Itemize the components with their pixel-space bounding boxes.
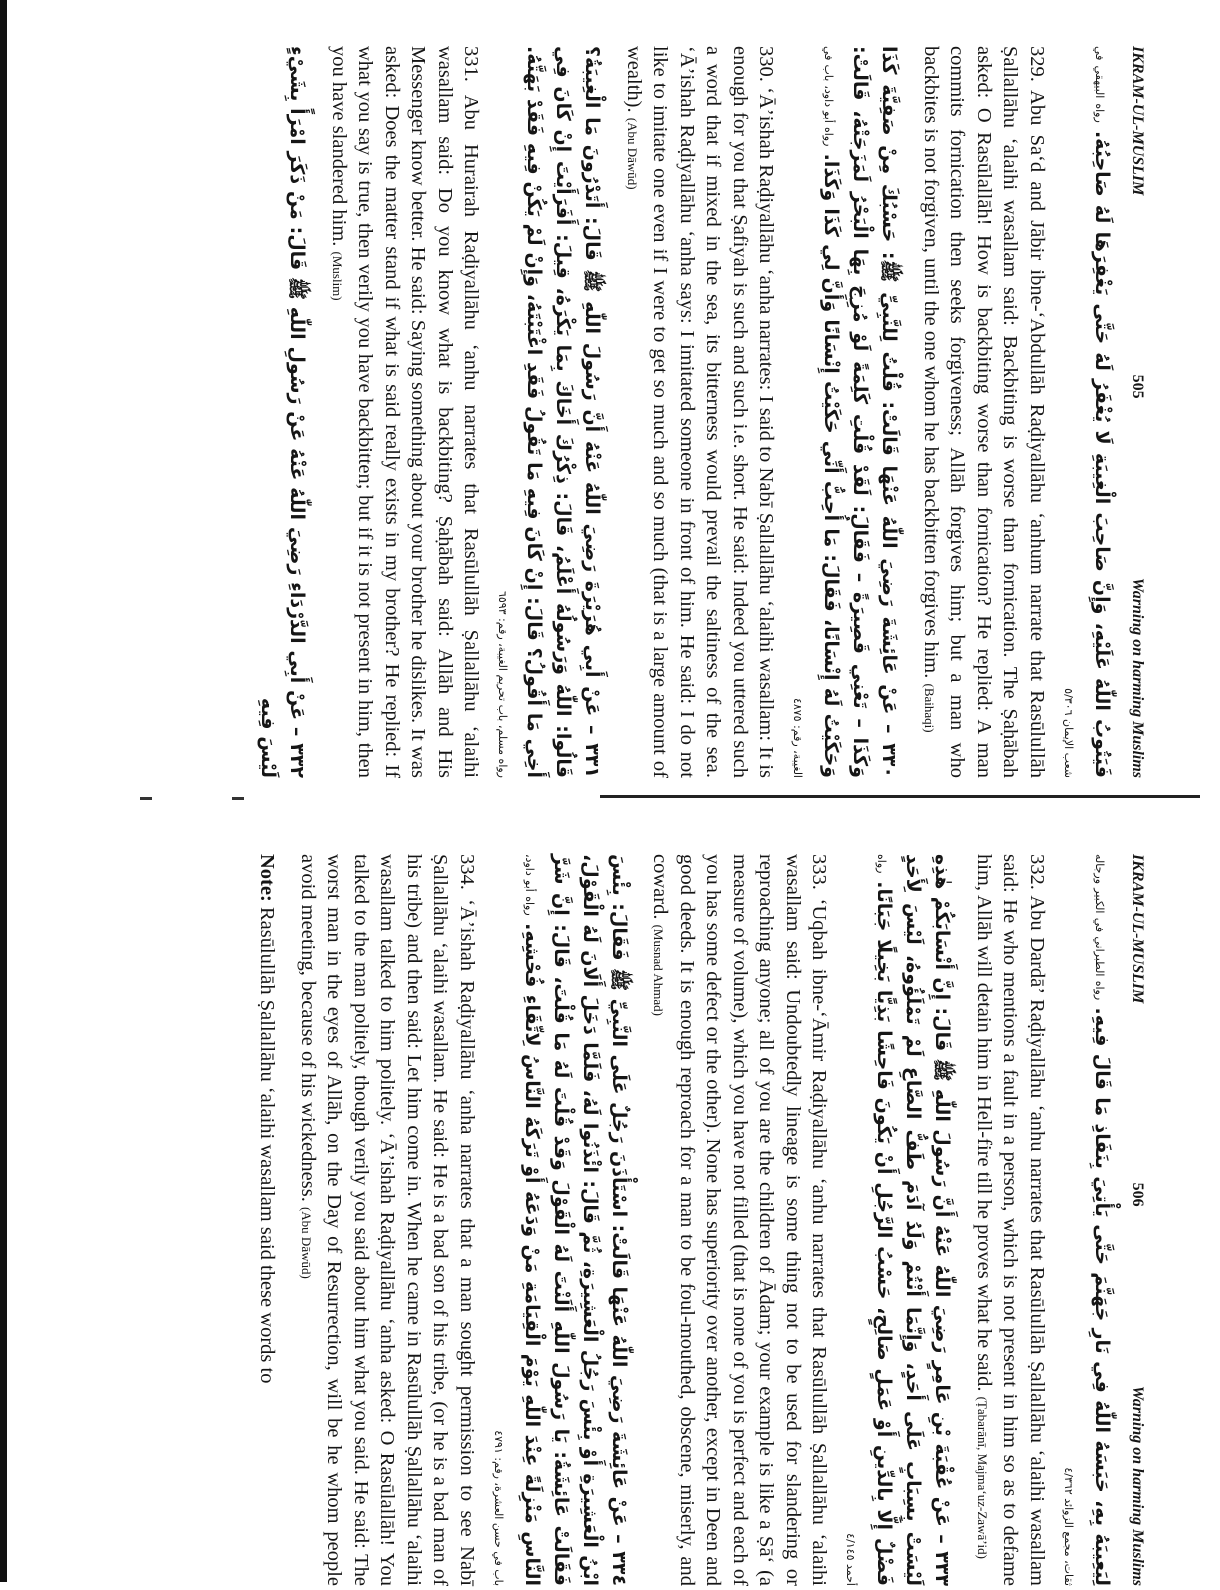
arabic-reference: رواه أبو داود، باب في حسن العشرة، رقم: ٤٧٩١ [492, 854, 536, 1586]
page-fold-line [600, 795, 1200, 798]
chapter-title: Warning on harming Muslims [1129, 1385, 1146, 1586]
hadith-source: (Baihaqi) [922, 683, 937, 733]
arabic-reference: رواه أحمد ٤/١٤٥ [844, 854, 889, 1586]
note-paragraph: Note: Rasūlullāh Ṣallallāhu ‘alaihi wasallam said these words to [256, 854, 279, 1384]
running-header [1128, 854, 1146, 1586]
arabic-text: لِيَعِيبَهُ بِهِ، حَبَسَهُ اللّٰهُ فِي نَارِ جَهَنَّمَ حَتَّى يَأْتِيَ بِنَفَاذِ مَا قَالَ فِيهِ. رواه الطبراني في الكبير ورجاله ثقات، مجمع الزوائد ٤/٣٦٢ [1062, 854, 1113, 1586]
hadith-source: (Muslim) [330, 251, 345, 301]
arabic-text: ٣٣١ – عَنْ أَبِي هُرَيْرَةَ رَضِيَ اللّٰهُ عَنْهُ أَنَّ رَسُولَ اللّٰهِ ﷺ قَالَ: أَتَدْرُونَ مَا الْغِيبَةُ؟ قَالُوا: اللّٰهُ وَرَسُولُهُ أَعْلَمُ، قَالَ: ذِكْرُكَ أَخَاكَ بِمَا يَكْرَهُ، قِيلَ: أَفَرَأَيْتَ إِنْ كَانَ فِي أَخِي مَا أَقُولُ؟ قَالَ: إِنْ كَانَ فِيهِ مَا تَقُولُ فَقَدِ اغْتَبْتَهُ، وَإِنْ لَمْ يَكُنْ فِيهِ فَقَدْ بَهَتَّهُ. رواه مسلم، باب تحريم الغيبة، رقم: ٦٥٩٣ [496, 46, 604, 778]
hadith-334: 334. ‘Ā’ishah Raḍiyallāhu ‘anha narrates that a man sought permission to see Nabī Ṣallallāhu ‘alaihi wasallam. He said: He is a bad son of his tribe, (or he is a bad man of his tribe) and then said: Let him come in. When he came in Rasūlullāh Ṣallallāhu ‘alaihi wasallam talked to him politely. ‘Ā’ishah Raḍiyallāhu ‘anha asked: O Rasūlallāh! You talked to the man politely, though verily you said about him what you said. He said: The worst man in the eyes of Allāh, on the Day of Resurrection, will be he whom people avoid meeting, because of his wickedness. (Abu Dāwūd) [297, 854, 478, 1586]
book-title: IKRAM-UL-MUSLIM [1129, 854, 1146, 1004]
chapter-title: Warning on harming Muslims [1129, 577, 1146, 778]
arabic-text: ٣٣٢ – عَنْ أَبِي الدَّرْدَاءِ رَضِيَ اللّٰهُ عَنْهُ عَنْ رَسُولِ اللّٰهِ ﷺ قَالَ: مَنْ ذَكَرَ امْرَأً بِشَيْءٍ لَيْسَ فِيهِ [257, 46, 309, 778]
hadith-source: (Ṭabarānī, Majma‘uz-Zawā’id) [975, 1396, 990, 1559]
hadith-333: 333. ‘Uqbah ibne-‘Āmir Raḍiyallāhu ‘anhu narrates that Rasūlullāh Ṣallallāhu ‘alaihi wasallam said: Undoubtedly lineage is some thing not to be used for slandering or reproaching anyone; all of you are the children of Ādam; your example is like a Ṣā‘ (a measure of volume), which you have not filled (that is none of you is perfect and each of you has some defect or the other). None has superiority over another, except in Deen and good deeds. It is enough reproach for a man to be foul-mouthed, obscene, miserly, and coward. (Musnad Ahmad) [649, 854, 831, 1586]
hadith-332: 332. Abu Dardā’ Raḍiyallāhu ‘anhu narrates that Rasūlullāh Ṣallallāhu ‘alaihi wasallam said: He who mentions a fault in a person, which is not present in him so as to defame him, Allāh will detain him in Hell-fire till he proves what he said. (Ṭabarānī, Majma‘uz-Zawā’id) [973, 854, 1048, 1586]
page-number: 505 [1129, 374, 1146, 399]
hadith-source: (Abu Dāwūd) [299, 1206, 314, 1279]
scan-mark [140, 797, 152, 800]
arabic-text: ٣٣٤ – عَنْ عَائِشَةَ رَضِيَ اللّٰهُ عَنْهَا قَالَتْ: اسْتَأْذَنَ رَجُلٌ عَلَى النَّبِيِّ ﷺ فَقَالَ: بِئْسَ ابْنُ الْعَشِيرَةِ أَوْ بِئْسَ رَجُلُ الْعَشِيرَةِ، ثُمَّ قَالَ: ائْذَنُوا لَهُ، فَلَمَّا دَخَلَ أَلَانَ لَهُ الْقَوْلَ، فَقَالَتْ عَائِشَةُ: يَا رَسُولَ اللّٰهِ أَلَنْتَ لَهُ الْقَوْلَ وَقَدْ قُلْتَ لَهُ مَا قُلْتَ، قَالَ: إِنَّ شَرَّ النَّاسِ مَنْزِلَةً عِنْدَ اللّٰهِ يَوْمَ الْقِيَامَةِ مَنْ وَدَعَهُ أَوْ تَرَكَهُ النَّاسُ لِاتِّقَاءِ فُحْشِهِ. رواه أبو داود، باب في حسن العشرة، رقم: ٤٧٩١ [492, 854, 630, 1586]
arabic-reference: رواه أبو داود، باب في الغيبة، رقم: ٤٨٧٥ [791, 46, 836, 778]
page-505 [82, 42, 1152, 782]
note-label: Note: [256, 854, 279, 902]
arabic-text: فَيَتُوبُ اللّٰهُ عَلَيْهِ، وَإِنَّ صَاحِبَ الْغِيبَةِ لَا يُغْفَرُ لَهُ حَتَّى يَغْفِرَهَا لَهُ صَاحِبُهُ. رواه البيهقي في شعب الإيمان ٥/٣٠٦ [1062, 46, 1113, 778]
arabic-reference: رواه مسلم، باب تحريم الغيبة، رقم: ٦٥٩٣ [496, 590, 510, 778]
scan-left-edge [0, 0, 7, 1582]
arabic-text: ٣٣٣ – عَنْ عُقْبَةَ بْنِ عَامِرٍ رَضِيَ اللّٰهُ عَنْهُ أَنَّ رَسُولَ اللّٰهِ ﷺ قَالَ: إِنَّ أَنْسَابَكُمْ هٰذِهِ لَيْسَتْ بِسِبَابٍ عَلَى أَحَدٍ، وَإِنَّمَا أَنْتُمْ وَلَدُ آدَمَ طَفُّ الصَّاعِ لَمْ تَمْلَؤُوهُ، لَيْسَ لِأَحَدٍ فَضْلٌ إِلَّا بِالدِّينِ أَوْ عَمَلٍ صَالِحٍ، حَسْبُ الرَّجُلِ أَنْ يَكُونَ فَاحِشًا بَذِيًّا بَخِيلًا جَبَانًا. رواه أحمد ٤/١٤٥ [844, 854, 954, 1586]
hadith-331: 331. Abu Hurairah Raḍiyallāhu ‘anhu narrates that Rasūlullāh Ṣallallāhu ‘alaihi wasallam said: Do you know what is backbiting? Ṣaḥābah said: Allāh and His Messenger know better. He said: Saying something about your brother he dislikes. It was asked: Does the matter stand if what is said really exists in my brother? He replied: If what you say is true, then verily you have backbitten; but if it is not present in him, then you have slandered him. (Muslim) [328, 46, 483, 778]
book-title: IKRAM-UL-MUSLIM [1129, 46, 1146, 196]
hadith-source: (Abu Dāwūd) [625, 117, 640, 190]
running-header [1128, 46, 1146, 778]
page-number: 506 [1129, 1182, 1146, 1207]
arabic-reference: رواه البيهقي في شعب الإيمان ٥/٣٠٦ [1062, 46, 1106, 778]
hadith-330: 330. ‘Ā’ishah Raḍiyallāhu ‘anha narrates: I said to Nabī Ṣallallāhu ‘alaihi wasallam: It is enough for you that Ṣafiyah is such and such i.e. short. He said: Indeed you uttered such a word that if mixed in the sea, its bitterness would prevail the saltiness of the sea. ‘Ā’ishah Raḍiyallāhu ‘anha says: I imitated someone in front of him. He said: I do not like to imitate one even if I were to get so much and so much (that is a large amount of wealth). (Abu Dāwūd) [623, 46, 778, 778]
arabic-text: ٣٣٠ – عَنْ عَائِشَةَ رَضِيَ اللّٰهُ عَنْهَا قَالَتْ: قُلْتُ لِلنَّبِيِّ ﷺ: حَسْبُكَ مِنْ صَفِيَّةَ كَذَا وَكَذَا – تَعْنِي قَصِيرَةً – فَقَالَ: لَقَدْ قُلْتِ كَلِمَةً لَوْ مُزِجَ بِهَا الْبَحْرُ لَمَزَجَتْهُ، قَالَتْ: وَحَكَيْتُ لَهُ إِنْسَانًا، فَقَالَ: مَا أُحِبُّ أَنِّي حَكَيْتُ إِنْسَانًا وَأَنَّ لِي كَذَا وَكَذَا. رواه أبو داود، باب في الغيبة، رقم: ٤٨٧٥ [791, 46, 901, 778]
arabic-reference: رواه الطبراني في الكبير ورجاله ثقات، مجمع الزوائد ٤/٣٦٢ [1062, 854, 1106, 1586]
scan-mark [232, 797, 244, 800]
hadith-329: 329. Abu Sa‘d and Jābir ibne-‘Abdullāh Raḍiyallāhu ‘anhum narrate that Rasūlullāh Ṣallallāhu ‘alaihi wasallam said: Backbiting is worse than fornication. The Ṣaḥābah asked: O Rasūlallāh! How is backbiting worse than fornication? He replied: A man commits fornication then seeks forgiveness; Allāh forgives him; but a man who backbites is not forgiven, until the one whom he has backbitten forgives him. (Baihaqi) [920, 46, 1048, 778]
hadith-source: (Musnad Ahmad) [651, 924, 667, 1016]
page-506 [82, 850, 1152, 1590]
